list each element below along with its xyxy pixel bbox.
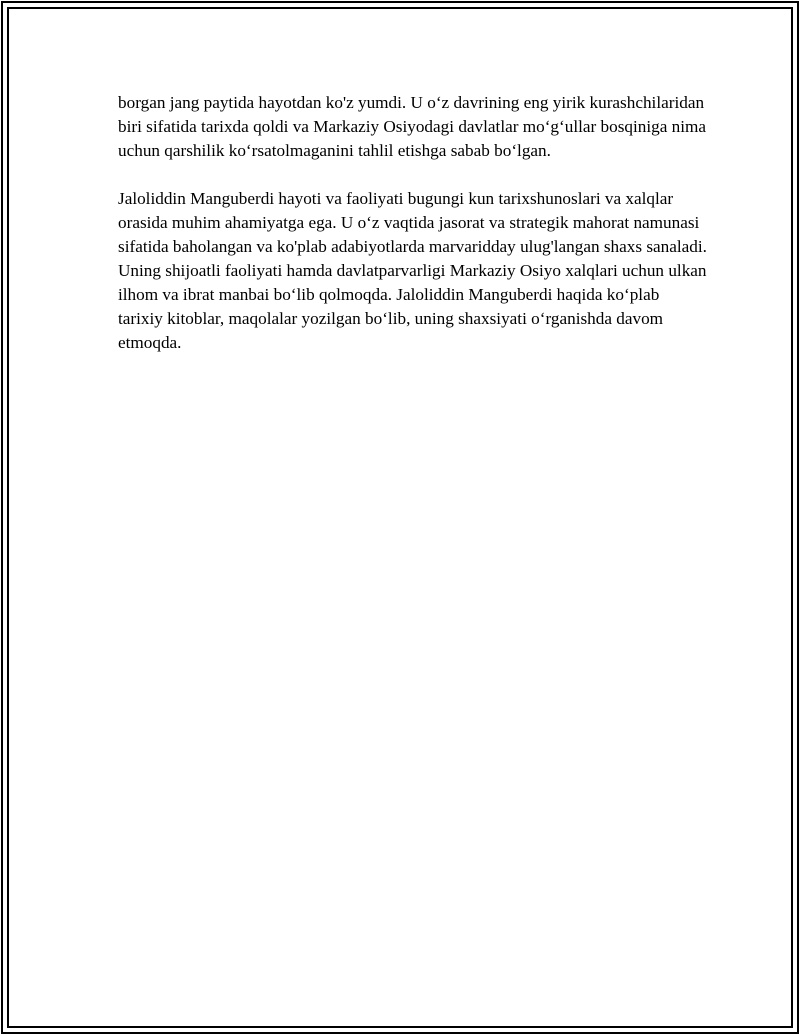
paragraph-1: borgan jang paytida hayotdan ko'z yumdi. U oʻz davrining eng yirik kurashchilaridan biri sifatida tarixda qoldi va Markaziy Osiyodagi davlatlar moʻgʻullar bosqiniga nima uchun qarshilik koʻrsatolmaganini tahlil etishga sabab boʻlgan. [118, 93, 707, 160]
document-body [118, 91, 708, 355]
paragraph-2: Jaloliddin Manguberdi hayoti va faoliyati bugungi kun tarixshunoslari va xalqlar orasida muhim ahamiyatga ega. U oʻz vaqtida jasorat va strategik mahorat namunasi sifatida baholangan va ko'plab adabiyotlarda marvaridday ulug'langan shaxs sanaladi. Uning shijoatli faoliyati hamda davlatparvarligi Markaziy Osiyo xalqlari uchun ulkan ilhom va ibrat manbai boʻlib qolmoqda. Jaloliddin Manguberdi haqida koʻplab tarixiy kitoblar, maqolalar yozilgan boʻlib, uning shaxsiyati oʻrganishda davom etmoqda. [118, 189, 707, 352]
